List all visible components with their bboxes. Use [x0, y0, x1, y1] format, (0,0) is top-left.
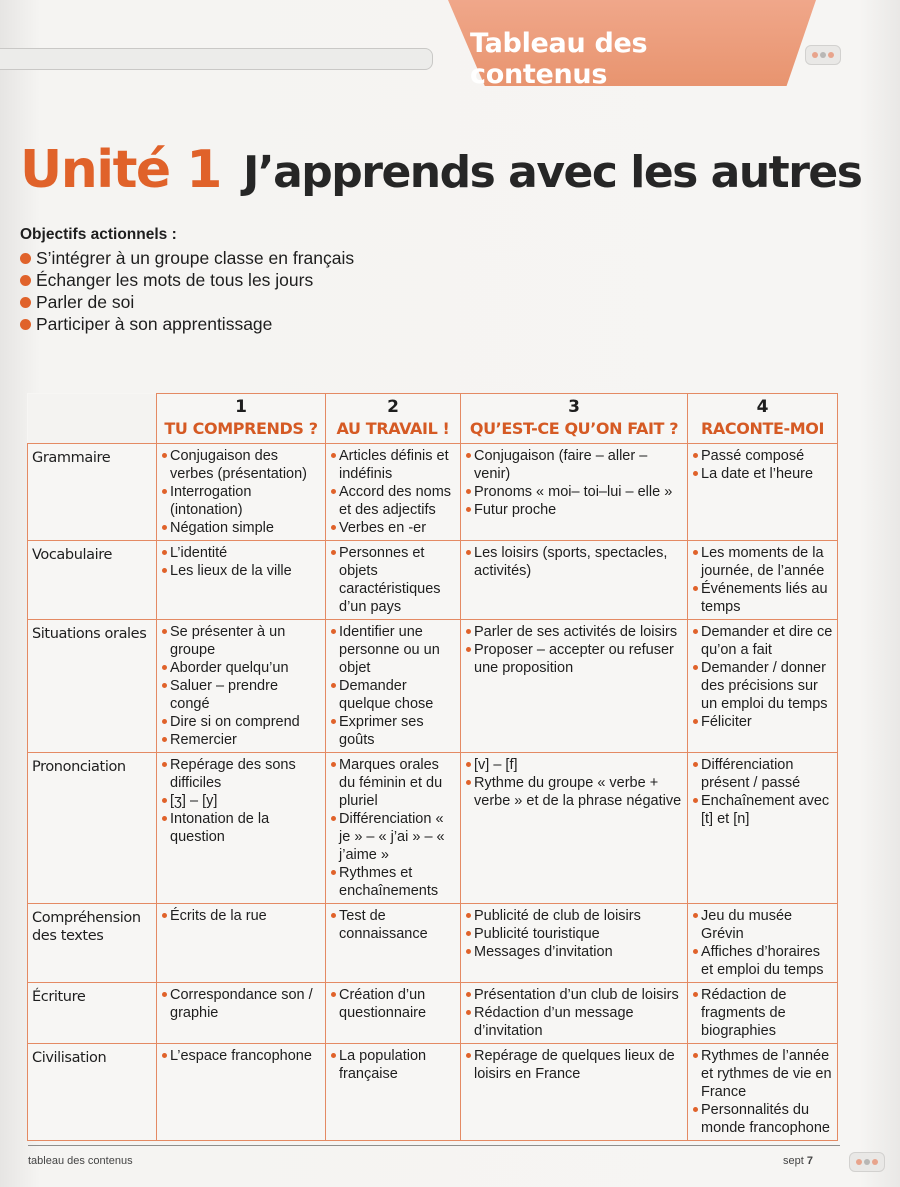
table-cell: [461, 541, 688, 620]
row-header: Prononciation: [28, 753, 157, 904]
table-cell: [157, 444, 326, 541]
objective-text: Parler de soi: [36, 292, 135, 312]
list-item: Rédaction de fragments de biographies: [701, 986, 833, 1040]
cell-list: [692, 1047, 833, 1137]
table-row: [28, 444, 838, 541]
list-item: Rythmes et enchaînements: [339, 864, 456, 900]
cell-list: [692, 544, 833, 616]
list-item: Conjugaison des verbes (présentation): [170, 447, 321, 483]
list-item: Demander quelque chose: [339, 677, 456, 713]
list-item: L’identité: [170, 544, 321, 562]
objective-text: Échanger les mots de tous les jours: [36, 270, 314, 290]
list-item: Exprimer ses goûts: [339, 713, 456, 749]
cell-list: [692, 623, 833, 731]
list-item: Interrogation (intonation): [170, 483, 321, 519]
cell-list: [465, 986, 683, 1040]
table-cell: [157, 541, 326, 620]
table-cell: [326, 753, 461, 904]
column-title: AU TRAVAIL !: [336, 419, 450, 438]
list-item: La population française: [339, 1047, 456, 1083]
list-item: La date et l’heure: [701, 465, 833, 483]
footer-rule: [28, 1145, 840, 1146]
table-cell: [157, 904, 326, 983]
list-item: Publicité de club de loisirs: [474, 907, 683, 925]
bullet-icon: [20, 275, 31, 286]
list-item: Proposer – accepter ou refuser une proposition: [474, 641, 683, 677]
list-item: Rythme du groupe « verbe + verbe » et de la phrase négative: [474, 775, 682, 809]
row-header: Compréhension des textes: [28, 904, 157, 983]
dot-icon: [812, 52, 818, 58]
objective-item: [20, 247, 354, 269]
list-item: Publicité touristique: [474, 925, 683, 943]
table-cell: [326, 444, 461, 541]
table-row: [28, 904, 838, 983]
dot-icon: [872, 1159, 878, 1165]
cell-list: [161, 447, 321, 537]
objectives-block: [20, 226, 354, 335]
list-item: Demander / donner des précisions sur un emploi du temps: [701, 659, 833, 713]
table-cell: [157, 620, 326, 753]
list-item: Saluer – prendre congé: [170, 677, 321, 713]
table-cell: [461, 983, 688, 1044]
list-item: Repérage des sons difficiles: [170, 756, 321, 792]
cell-list: [161, 756, 321, 846]
column-header: [157, 394, 326, 444]
list-item: Affiches d’horaires et emploi du temps: [701, 943, 833, 979]
list-item: Événements liés au temps: [701, 580, 833, 616]
cell-list: [465, 623, 683, 677]
table-cell: [461, 1044, 688, 1141]
cell-list: [692, 756, 833, 828]
list-item: Personnes et objets caractéristiques d’un pays: [339, 544, 456, 616]
column-number: 2: [387, 397, 399, 417]
bullet-icon: [20, 319, 31, 330]
page-number-digit: 7: [806, 1155, 813, 1167]
table-cell: [326, 904, 461, 983]
cell-list: [161, 986, 321, 1022]
table-cell: [688, 753, 838, 904]
row-header: Vocabulaire: [28, 541, 157, 620]
list-item: Différenciation « je » – « j’ai » – « j’aime »: [339, 810, 456, 864]
list-item: [ʒ] – [y]: [170, 792, 321, 810]
cell-list: [465, 1047, 683, 1083]
table-cell: [157, 753, 326, 904]
list-item: Les moments de la journée, de l’année: [701, 544, 833, 580]
table-cell: [326, 983, 461, 1044]
cell-list: [330, 544, 456, 616]
dot-icon: [856, 1159, 862, 1165]
list-item: Rythmes de l’année et rythmes de vie en France: [701, 1048, 832, 1100]
table-cell: [326, 620, 461, 753]
contents-table: [27, 393, 838, 1141]
section-title: Tableau des contenus: [470, 28, 648, 90]
cell-list: [692, 907, 833, 979]
cell-list: [330, 447, 456, 537]
objective-text: Participer à son apprentissage: [36, 314, 273, 334]
list-item: Écrits de la rue: [170, 907, 321, 925]
dot-icon: [828, 52, 834, 58]
page-title: [20, 140, 861, 200]
table-cell: [326, 1044, 461, 1141]
list-item: Féliciter: [701, 713, 833, 731]
table-cell: [688, 541, 838, 620]
list-item: Demander et dire ce qu’on a fait: [701, 624, 833, 658]
cell-list: [692, 986, 833, 1040]
column-header: [326, 394, 461, 444]
table-cell: [688, 620, 838, 753]
column-number: 1: [235, 397, 247, 417]
cell-list: [330, 1047, 456, 1083]
unit-title: J’apprends avec les autres: [242, 147, 862, 198]
list-item: Test de connaissance: [339, 907, 456, 943]
list-item: L’espace francophone: [170, 1047, 321, 1065]
table-row: [28, 983, 838, 1044]
cell-list: [161, 544, 321, 580]
table-cell: [326, 541, 461, 620]
list-item: Enchaînement avec [t] et [n]: [701, 792, 833, 828]
table-cell: [688, 904, 838, 983]
dot-icon: [820, 52, 826, 58]
list-item: Conjugaison (faire – aller – venir): [474, 447, 683, 483]
list-item: Présentation d’un club de loisirs: [474, 986, 683, 1004]
list-item: Dire si on comprend: [170, 713, 321, 731]
list-item: Futur proche: [474, 501, 683, 519]
objective-item: [20, 291, 354, 313]
list-item: Correspondance son / graphie: [170, 986, 321, 1022]
dots-ornament-top: [805, 45, 841, 65]
cell-list: [330, 756, 456, 900]
list-item: Les lieux de la ville: [170, 562, 321, 580]
cell-list: [161, 1047, 321, 1065]
list-item: Rédaction d’un message d’invitation: [474, 1004, 683, 1040]
list-item: Remercier: [170, 731, 321, 749]
cell-list: [161, 623, 321, 749]
table-body: [28, 444, 838, 1141]
table-cell: [688, 983, 838, 1044]
unit-number: Unité 1: [20, 140, 221, 200]
objective-item: [20, 313, 354, 335]
objective-text: S’intégrer à un groupe classe en français: [36, 248, 355, 268]
cell-list: [465, 544, 683, 580]
list-item: Intonation de la question: [170, 810, 321, 846]
list-item: [v] – [f]: [474, 756, 683, 774]
column-header: [461, 394, 688, 444]
table-corner: [28, 394, 157, 444]
cell-list: [465, 907, 683, 961]
table-cell: [688, 444, 838, 541]
cell-list: [330, 986, 456, 1022]
column-title: RACONTE-MOI: [701, 419, 824, 438]
column-number: 4: [756, 397, 769, 417]
bullet-icon: [20, 297, 31, 308]
objectives-heading: Objectifs actionnels :: [20, 226, 177, 243]
column-title: TU COMPRENDS ?: [164, 419, 318, 438]
cell-list: [330, 623, 456, 749]
page-number-word: sept: [783, 1155, 804, 1167]
page-number: [783, 1155, 813, 1167]
cell-list: [692, 447, 833, 483]
cell-list: [330, 907, 456, 943]
list-item: Articles définis et indéfinis: [339, 447, 456, 483]
dots-ornament-bottom: [849, 1152, 885, 1172]
list-item: Parler de ses activités de loisirs: [474, 623, 683, 641]
list-item: Aborder quelqu’un: [170, 659, 321, 677]
header-rule-bar: [0, 48, 433, 70]
table-cell: [461, 753, 688, 904]
cell-list: [465, 756, 683, 810]
objective-item: [20, 269, 354, 291]
list-item: Se présenter à un groupe: [170, 623, 321, 659]
table-header-row: [28, 394, 838, 444]
list-item: Différenciation présent / passé: [701, 756, 833, 792]
table-cell: [461, 620, 688, 753]
row-header: Grammaire: [28, 444, 157, 541]
list-item: Accord des noms et des adjectifs: [339, 483, 456, 519]
list-item: Messages d’invitation: [474, 943, 683, 961]
list-item: Négation simple: [170, 519, 321, 537]
list-item: Pronoms « moi– toi–lui – elle »: [474, 483, 683, 501]
list-item: Marques orales du féminin et du pluriel: [339, 756, 456, 810]
list-item: Jeu du musée Grévin: [701, 907, 833, 943]
footer-section-label: tableau des contenus: [28, 1155, 133, 1167]
list-item: Les loisirs (sports, spectacles, activités): [474, 544, 683, 580]
bullet-icon: [20, 253, 31, 264]
table-row: [28, 541, 838, 620]
table-cell: [157, 983, 326, 1044]
table-cell: [461, 904, 688, 983]
table-cell: [688, 1044, 838, 1141]
table-row: [28, 753, 838, 904]
table-row: [28, 620, 838, 753]
cell-list: [465, 447, 683, 519]
row-header: Écriture: [28, 983, 157, 1044]
table-cell: [157, 1044, 326, 1141]
column-header: [688, 394, 838, 444]
row-header: Situations orales: [28, 620, 157, 753]
list-item: Identifier une personne ou un objet: [339, 623, 456, 677]
row-header: Civilisation: [28, 1044, 157, 1141]
list-item: Verbes en -er: [339, 519, 456, 537]
dot-icon: [864, 1159, 870, 1165]
column-number: 3: [568, 397, 580, 417]
table-row: [28, 1044, 838, 1141]
column-title: QU’EST-CE QU’ON FAIT ?: [469, 419, 679, 438]
list-item: Passé composé: [701, 447, 833, 465]
list-item: Repérage de quelques lieux de loisirs en France: [474, 1047, 683, 1083]
list-item: Personnalités du monde francophone: [701, 1101, 833, 1137]
list-item: Création d’un questionnaire: [339, 986, 456, 1022]
cell-list: [161, 907, 321, 925]
table-cell: [461, 444, 688, 541]
